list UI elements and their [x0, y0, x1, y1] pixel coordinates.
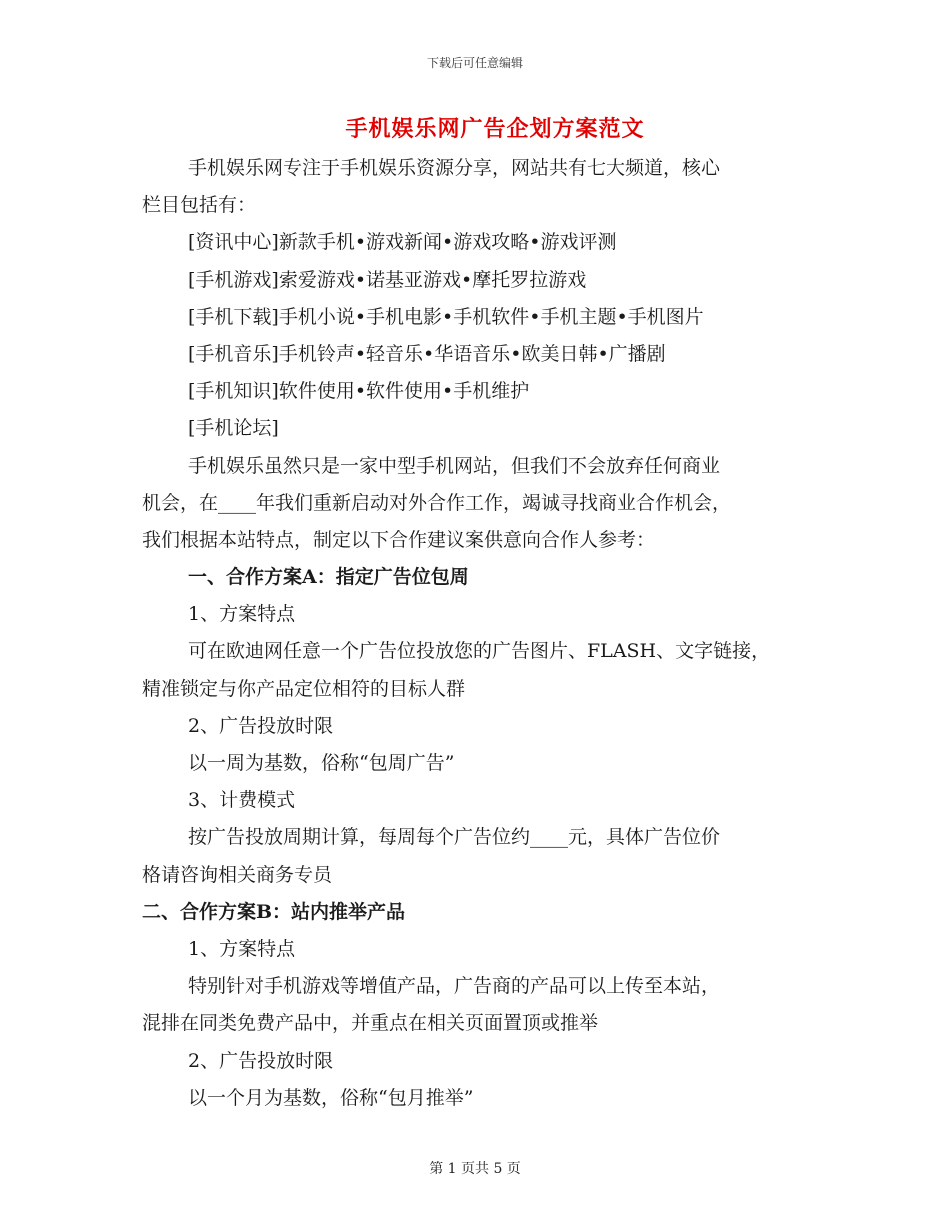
paragraph-line: 精准锁定与你产品定位相符的目标人群 — [142, 677, 466, 700]
paragraph-line: 3、计费模式 — [188, 789, 296, 812]
paragraph-line: 1、方案特点 — [188, 603, 296, 626]
paragraph-line: 手机娱乐网专注于手机娱乐资源分享，网站共有七大频道，核心 — [188, 157, 721, 179]
paragraph-line: 格请咨询相关商务专员 — [142, 863, 333, 886]
paragraph-line: 以一个月为基数，俗称“包月推举” — [188, 1086, 474, 1109]
section-heading: 一、合作方案A：指定广告位包周 — [188, 566, 469, 589]
paragraph-line: 混排在同类免费产品中，并重点在相关页面置顶或推举 — [142, 1012, 599, 1035]
document-title: 手机娱乐网广告企划方案范文 — [345, 116, 645, 142]
paragraph-line: 2、广告投放时限 — [188, 714, 334, 737]
page-header: 下载后可任意编辑 — [426, 56, 523, 70]
paragraph-line: 手机娱乐虽然只是一家中型手机网站，但我们不会放弃任何商业 — [188, 454, 721, 477]
paragraph-line: [手机论坛] — [188, 417, 279, 440]
paragraph-line: [资讯中心]新款手机•游戏新闻•游戏攻略•游戏评测 — [188, 231, 617, 254]
paragraph-line: 可在欧迪网任意一个广告位投放您的广告图片、FLASH、文字链接， — [188, 640, 771, 663]
document-body — [142, 150, 812, 1117]
paragraph-line: 我们根据本站特点，制定以下合作建议案供意向合作人参考： — [142, 528, 656, 551]
paragraph-line: 特别针对手机游戏等增值产品，广告商的产品可以上传至本站， — [188, 975, 721, 998]
paragraph-line: 1、方案特点 — [188, 937, 296, 960]
paragraph-line: 按广告投放周期计算，每周每个广告位约____元，具体广告位价 — [188, 826, 721, 849]
section-heading: 二、合作方案B：站内推举产品 — [142, 900, 406, 923]
paragraph-line: 2、广告投放时限 — [188, 1049, 334, 1072]
paragraph-line: [手机音乐]手机铃声•轻音乐•华语音乐•欧美日韩•广播剧 — [188, 342, 666, 365]
paragraph-line: 栏目包括有： — [142, 194, 257, 217]
paragraph-line: 以一周为基数，俗称“包周广告” — [188, 752, 455, 774]
paragraph-line: [手机下载]手机小说•手机电影•手机软件•手机主题•手机图片 — [188, 305, 704, 328]
paragraph-line: 机会，在____年我们重新启动对外合作工作，竭诚寻找商业合作机会， — [142, 491, 732, 514]
paragraph-line: [手机游戏]索爱游戏•诺基亚游戏•摩托罗拉游戏 — [188, 268, 587, 291]
paragraph-line: [手机知识]软件使用•软件使用•手机维护 — [188, 380, 530, 403]
page-footer: 第 1 页共 5 页 — [429, 1161, 521, 1177]
